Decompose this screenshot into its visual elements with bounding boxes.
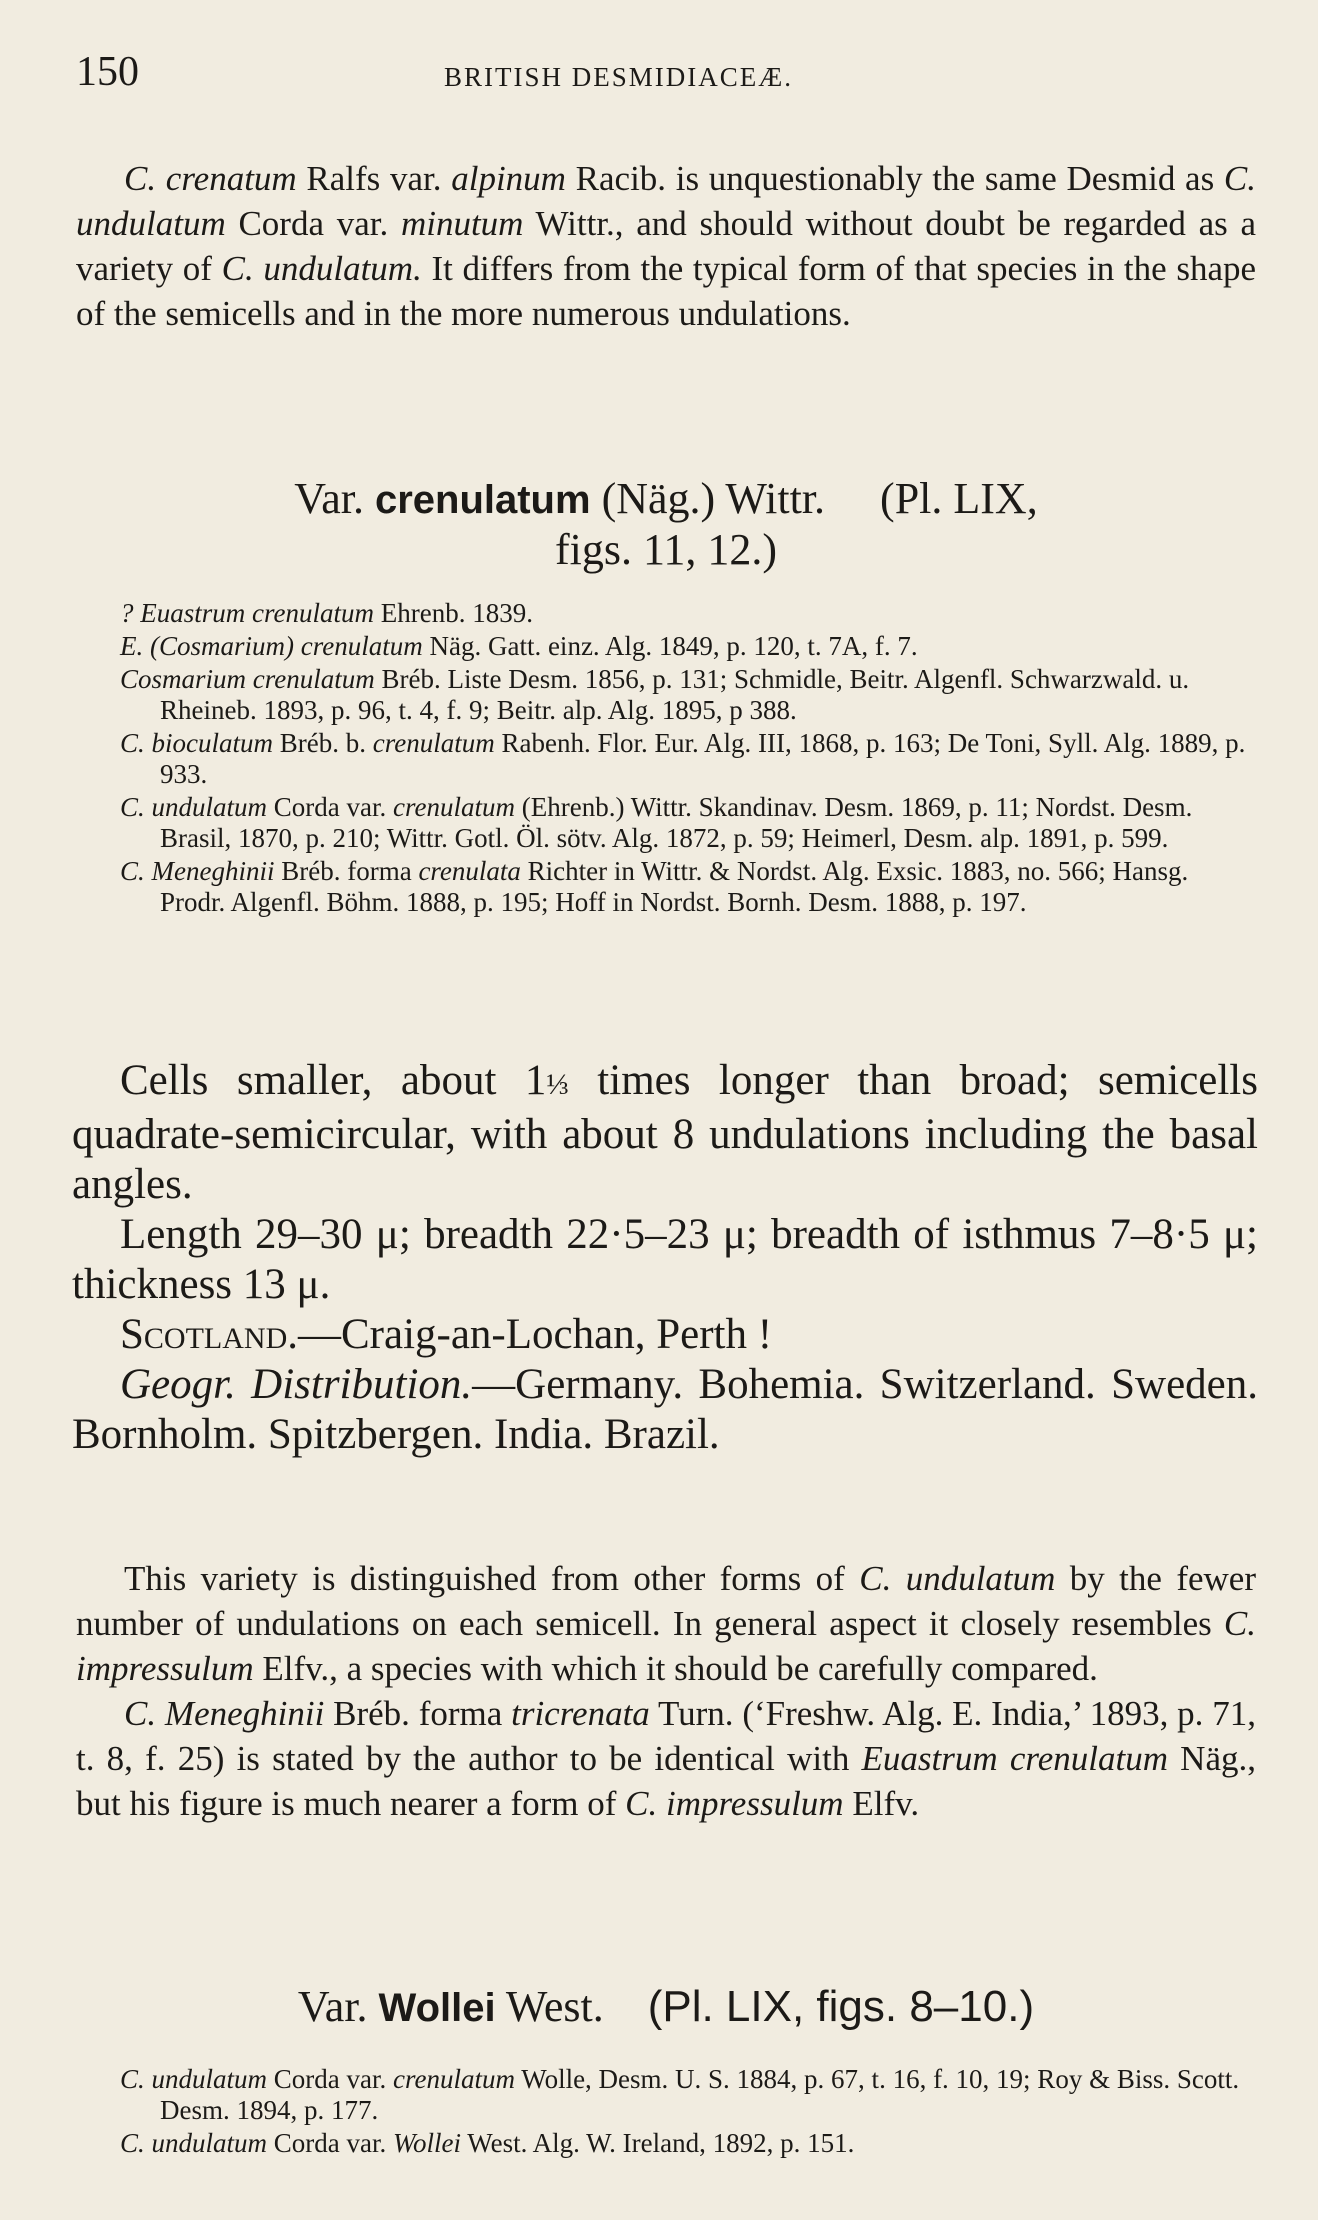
text-run: by the fewer number of undulations on each semicell. In general aspect it closely resembles xyxy=(76,1559,1256,1643)
text-run: Corda var. xyxy=(225,204,401,243)
synonym-citation: Bréb. forma xyxy=(274,856,419,886)
text-run: —Germany. Bohemia. Switzerland. Sweden. Bornholm. Spitzbergen. India. Brazil. xyxy=(72,1361,1258,1458)
synonym-citation: West. Alg. W. Ireland, 1892, p. 151. xyxy=(461,2128,855,2158)
synonymy-list-crenulatum xyxy=(120,598,1256,920)
synonymy-list-wollei xyxy=(120,2064,1256,2161)
synonym-entry xyxy=(120,664,1256,726)
taxon-name: C. impressulum xyxy=(625,1784,844,1823)
scotland-locality xyxy=(72,1310,1258,1360)
variety-heading-crenulatum xyxy=(76,474,1256,575)
description-block xyxy=(72,1056,1258,1460)
synonym-entry xyxy=(120,728,1256,790)
variety-name: Wollei xyxy=(378,1986,496,2030)
taxon-name: C. impressulum xyxy=(76,1604,1256,1688)
taxon-name: minutum xyxy=(400,204,524,243)
plate-reference: (Pl. LIX, xyxy=(880,474,1038,523)
text-run: Elfv., a species with which it should be carefully compared. xyxy=(253,1649,1098,1688)
variety-author: West. xyxy=(495,1982,604,2031)
taxon-name: C. undulatum xyxy=(859,1559,1056,1598)
synonym-name: C. bioculatum xyxy=(120,728,273,758)
synonym-name: E. (Cosmarium) crenulatum xyxy=(120,631,423,661)
synonym-citation: Rabenh. Flor. Eur. Alg. III, 1868, p. 163; De Toni, Syll. Alg. 1889, p. 933. xyxy=(160,728,1246,789)
synonym-name: Cosmarium crenulatum xyxy=(120,664,375,694)
synonym-name: C. Meneghinii xyxy=(120,856,275,886)
taxon-name: C. undulatum. xyxy=(221,249,422,288)
synonym-entry xyxy=(120,2064,1256,2126)
page-number: 150 xyxy=(76,49,139,95)
synonym-citation: Richter in Wittr. & Nordst. Alg. Exsic. 1883, no. 566; Hansg. Prodr. Algenfl. Böhm. 1888, p. 195; Hoff in Nordst. Bornh. Desm. 1888, p. 197. xyxy=(160,856,1189,917)
synonym-name: crenulatum xyxy=(393,2064,515,2094)
text-run: .—Craig-an-Lochan, Perth ! xyxy=(287,1311,773,1358)
synonym-name: C. undulatum xyxy=(120,2064,268,2094)
synonym-citation: Bréb. b. xyxy=(273,728,373,758)
var-prefix: Var. xyxy=(297,1982,379,2031)
fraction: ⅓ xyxy=(546,1068,569,1101)
text-run: times longer than broad; semicells quadrate-semicircular, with about 8 undulations including the basal angles. xyxy=(72,1057,1258,1208)
running-title: BRITISH DESMIDIACEÆ. xyxy=(444,62,794,92)
synonym-citation: Corda var. xyxy=(267,2064,393,2094)
text-run: Elfv. xyxy=(843,1784,920,1823)
page-header xyxy=(76,48,1256,108)
synonym-name: crenulatum xyxy=(393,792,515,822)
discussion-paragraph xyxy=(76,1691,1256,1826)
text-run: Wittr., and should without doubt be regarded as a variety of xyxy=(76,204,1256,288)
synonym-citation: Wolle, Desm. U. S. 1884, p. 67, t. 16, f. 10, 19; Roy & Biss. Scott. Desm. 1894, p. 177. xyxy=(160,2064,1240,2125)
taxon-name: Euastrum crenulatum xyxy=(861,1739,1168,1778)
synonym-name: C. undulatum xyxy=(120,792,268,822)
synonym-name: ? Euastrum crenulatum xyxy=(120,598,374,628)
synonym-entry xyxy=(120,792,1256,854)
variety-heading-wollei xyxy=(76,1982,1256,2033)
synonym-citation: Corda var. xyxy=(267,2128,393,2158)
synonym-name: crenulata xyxy=(418,856,521,886)
synonym-name: Wollei xyxy=(393,2128,462,2158)
intro-paragraph xyxy=(76,156,1256,336)
text-run: Turn. (‘Freshw. Alg. E. India,’ 1893, p. 71, t. 8, f. 25) is stated by the author to be identical with xyxy=(76,1694,1256,1778)
synonym-citation: Ehrenb. 1839. xyxy=(373,598,533,628)
taxon-name: C. crenatum xyxy=(124,159,297,198)
text-run: Näg., but his figure is much nearer a form of xyxy=(76,1739,1256,1823)
synonym-citation: (Ehrenb.) Wittr. Skandinav. Desm. 1869, p. 11; Nordst. Desm. Brasil, 1870, p. 210; Wittr. Gotl. Öl. sötv. Alg. 1872, p. 59; Heimerl, Desm. alp. 1891, p. 599. xyxy=(160,792,1193,853)
section-label: Geogr. Distribution. xyxy=(120,1361,473,1408)
synonym-citation: Bréb. Liste Desm. 1856, p. 131; Schmidle, Beitr. Algenfl. Schwarzwald. u. Rheineb. 1893, p. 96, t. 4, f. 9; Beitr. alp. Alg. 1895, p 388. xyxy=(160,664,1190,725)
plate-figures: figs. 11, 12.) xyxy=(554,525,778,574)
variety-name: crenulatum xyxy=(374,478,591,522)
discussion-block xyxy=(76,1556,1256,1826)
text-run: It differs from the typical form of that species in the shape of the semicells and in the more numerous undulations. xyxy=(76,249,1257,333)
text-run: Racib. is unquestionably the same Desmid as xyxy=(565,159,1224,198)
text-run: Ralfs var. xyxy=(296,159,452,198)
synonym-entry xyxy=(120,631,1256,662)
plate-reference: (Pl. LIX, figs. 8–10.) xyxy=(647,1982,1035,2031)
taxon-name: alpinum xyxy=(451,159,566,198)
text-run: Cells smaller, about 1 xyxy=(120,1057,547,1104)
synonym-entry xyxy=(120,2128,1256,2159)
taxon-name: tricrenata xyxy=(511,1694,650,1733)
variety-author: (Näg.) Wittr. xyxy=(590,474,826,523)
discussion-paragraph xyxy=(76,1556,1256,1691)
synonym-citation: Näg. Gatt. einz. Alg. 1849, p. 120, t. 7A, f. 7. xyxy=(422,631,918,661)
synonym-name: C. undulatum xyxy=(120,2128,268,2158)
geographic-distribution xyxy=(72,1360,1258,1460)
cell-description xyxy=(72,1056,1258,1210)
synonym-entry xyxy=(120,856,1256,918)
measurements: Length 29–30 μ; breadth 22·5–23 μ; breadth of isthmus 7–8·5 μ; thickness 13 μ. xyxy=(72,1211,1258,1308)
taxon-name: C. Meneghinii xyxy=(124,1694,325,1733)
taxon-name: C. undulatum xyxy=(76,159,1257,243)
var-prefix: Var. xyxy=(294,474,375,523)
synonym-entry xyxy=(120,598,1256,629)
text-run: Bréb. forma xyxy=(324,1694,512,1733)
synonym-name: crenulatum xyxy=(372,728,495,758)
synonym-citation: Corda var. xyxy=(267,792,393,822)
text-run: This variety is distinguished from other forms of xyxy=(124,1559,860,1598)
region-label: Scotland xyxy=(120,1311,288,1358)
